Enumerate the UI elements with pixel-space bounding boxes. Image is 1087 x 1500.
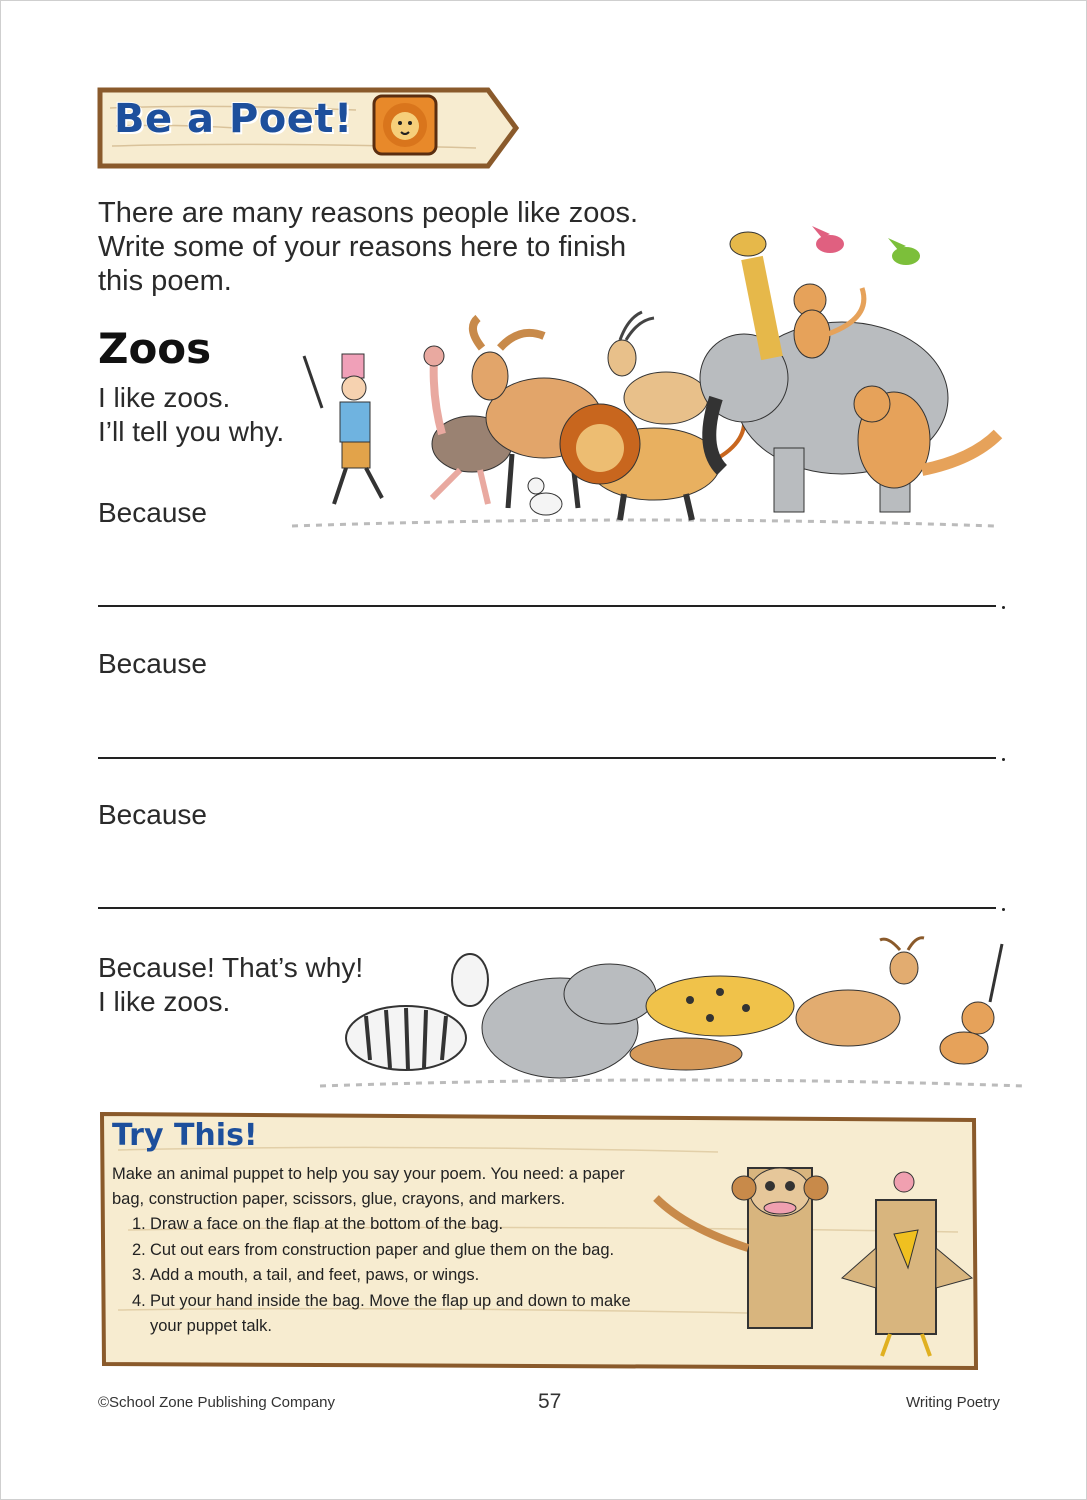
drum-major-icon (304, 354, 382, 504)
step-item: 1. Draw a face on the flap at the bottom of the bag. (132, 1215, 504, 1233)
title-banner (96, 86, 520, 172)
poem-opening (98, 381, 284, 449)
monkey-icon (940, 944, 1002, 1064)
answer-line-2[interactable] (98, 757, 996, 759)
try-this-title: Try This! (112, 1118, 258, 1153)
bird-icon (888, 238, 920, 265)
intro-line: Write some of your reasons here to finish (98, 231, 627, 263)
leopard-icon (646, 976, 794, 1036)
step-item: 3. Add a mouth, a tail, and feet, paws, or wings. (132, 1266, 480, 1284)
answer-line-1[interactable] (98, 605, 996, 607)
poem-line: I’ll tell you why. (98, 416, 285, 447)
gazelle-icon (608, 312, 708, 424)
poem-line: I like zoos. (98, 986, 231, 1017)
zebra-icon (346, 954, 488, 1070)
page-title: Be a Poet! (114, 96, 353, 142)
line-period (1002, 758, 1005, 761)
because-label-1: Because (98, 497, 207, 528)
try-this-box (98, 1110, 982, 1374)
intro-line: this poem. (98, 265, 232, 297)
intro-line: There are many reasons people like zoos. (98, 197, 639, 229)
poem-line: Because! That’s why! (98, 952, 364, 983)
monkey-puppet-icon (656, 1168, 828, 1328)
lion-icon (372, 94, 438, 156)
footer-copyright: ©School Zone Publishing Company (98, 1394, 336, 1411)
answer-line-3[interactable] (98, 907, 996, 909)
try-this-steps (132, 1212, 662, 1340)
step-item: 2. Cut out ears from construction paper and glue them on the bag. (132, 1240, 615, 1259)
anteater-icon (630, 1038, 742, 1070)
deer-icon (796, 938, 924, 1046)
try-this-intro: Make an animal puppet to help you say your poem. You need: a paper bag, construction paper, scissors, glue, crayons, and markers. (112, 1165, 625, 1208)
paper-bag-puppets-illustration (646, 1138, 976, 1366)
bird-puppet-icon (842, 1172, 972, 1356)
hippo-icon (482, 964, 656, 1078)
bird-icon (812, 226, 844, 253)
poem-title: Zoos (98, 324, 212, 373)
line-period (1002, 908, 1005, 911)
step-item: 4. Put your hand inside the bag. Move the flap up and down to make your puppet talk. (132, 1291, 631, 1335)
because-label-3: Because (98, 799, 207, 830)
page-number: 57 (538, 1390, 562, 1413)
duck-icon (528, 478, 562, 515)
animal-parade-bottom-illustration (310, 928, 1034, 1098)
poem-line: I like zoos. (98, 382, 231, 413)
line-period (1002, 606, 1005, 609)
footer-section: Writing Poetry (906, 1394, 1000, 1411)
animal-parade-illustration (282, 208, 1004, 538)
because-label-2: Because (98, 648, 207, 679)
